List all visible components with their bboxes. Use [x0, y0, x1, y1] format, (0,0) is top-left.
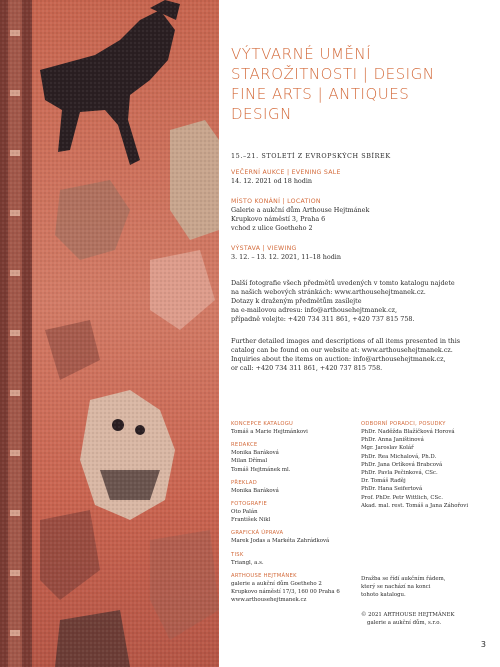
- advisor-line: Akad. mal. rest. Tomáš a Jana Záhořovi: [361, 502, 469, 509]
- credit-concept: [231, 420, 356, 436]
- info-line: Inquiries about the items on auction: info@arthousehejtmanek.cz,: [231, 355, 446, 363]
- auction-date: 14. 12. 2021 od 18 hodin: [231, 177, 313, 185]
- advisor-line: PhDr. Anna Janištinová: [361, 437, 424, 444]
- credits-right: [361, 420, 491, 510]
- credit-line: galerie a aukční dům Goetheho 2: [231, 580, 322, 587]
- credit-line: Monika Baráková: [231, 487, 279, 494]
- credit-label: REDAKCE: [231, 442, 258, 449]
- advisor-line: Dr. Tomáš Raděj: [361, 478, 406, 485]
- venue-label: MÍSTO KONÁNÍ | LOCATION: [231, 198, 321, 205]
- auction-rules-note: [361, 575, 491, 600]
- info-line: na našich webových stránkách: www.arthousehejtmanek.cz.: [231, 288, 426, 296]
- info-czech: [231, 279, 493, 324]
- viewing-block: [231, 244, 493, 262]
- venue-line: Galerie a aukční dům Arthouse Hejtmánek: [231, 206, 370, 214]
- venue-block: [231, 197, 493, 233]
- advisor-line: PhDr. Hana Seifertová: [361, 486, 423, 493]
- advisor-line: PhDr. Rea Michalová, Ph.D.: [361, 453, 437, 460]
- advisor-line: PhDr. Jana Orlíková Brabcová: [361, 461, 443, 468]
- info-line: catalog can be found on our website at: www.arthousehejtmanek.cz.: [231, 346, 453, 354]
- credit-publisher: [231, 572, 356, 605]
- advisor-line: PhDr. Pavla Pečinková, CSc.: [361, 470, 438, 477]
- info-english: [231, 337, 493, 373]
- credit-line: Tomáš Hejtmánek ml.: [231, 466, 291, 473]
- credit-line: Monika Baráková: [231, 450, 279, 457]
- title-line-1: VÝTVARNÉ UMĚNÍ: [231, 45, 372, 63]
- credit-label: ARTHOUSE HEJTMÁNEK: [231, 572, 297, 579]
- credit-label: GRAFICKÁ ÚPRAVA: [231, 530, 284, 537]
- credit-line: František Nikl: [231, 517, 271, 524]
- advisor-line: Prof. PhDr. Petr Wittlich, CSc.: [361, 494, 443, 501]
- credit-design: [231, 529, 356, 545]
- auction-block: [231, 168, 493, 186]
- credit-line: Krupkovo náměstí 17/3, 160 00 Praha 6: [231, 589, 340, 596]
- credit-editors: [231, 441, 356, 474]
- credit-line: Marek Jodas a Markéta Zahrádková: [231, 538, 330, 545]
- copyright-line: © 2021 ARTHOUSE HEJTMÁNEK: [361, 612, 455, 618]
- venue-line: vchod z ulice Goetheho 2: [231, 224, 313, 232]
- credit-photography: [231, 500, 356, 524]
- catalog-subtitle: 15.–21. STOLETÍ Z EVROPSKÝCH SBÍREK: [231, 152, 391, 160]
- credit-label: TISK: [231, 551, 244, 558]
- title-line-3: FINE ARTS | ANTIQUES: [231, 85, 410, 103]
- copyright-line: galerie a aukční dům, s.r.o.: [367, 620, 442, 627]
- credit-line: Tomáš a Marie Hejtmánkovi: [231, 429, 308, 435]
- credit-line: Triangl, a.s.: [231, 559, 264, 566]
- viewing-date: 3. 12. – 13. 12. 2021, 11–18 hodin: [231, 253, 341, 261]
- rules-line: tohoto katalogu.: [361, 592, 406, 599]
- info-line: na e-mailovou adresu: info@arthousehejtmanek.cz,: [231, 306, 398, 314]
- advisor-line: PhDr. Naděžda Blažíčková Horová: [361, 429, 455, 435]
- title-line-4: DESIGN: [231, 105, 292, 123]
- carpet-photo: [0, 0, 219, 667]
- rules-line: Dražba se řídí aukčním řádem,: [361, 576, 446, 582]
- credit-label: KONCEPCE KATALOGU: [231, 421, 294, 427]
- info-line: Further detailed images and descriptions of all items presented in this: [231, 337, 461, 345]
- credit-line: www.arthousehejtmanek.cz: [231, 597, 307, 604]
- page-number: 3: [480, 640, 486, 649]
- advisors-label: ODBORNÍ PORADCI, POSUDKY: [361, 421, 446, 427]
- info-line: Dotazy k draženým předmětům zasílejte: [231, 297, 362, 305]
- info-line: Další fotografie všech předmětů uvedených v tomto katalogu najdete: [231, 279, 455, 287]
- credit-print: [231, 551, 356, 567]
- credit-label: PŘEKLAD: [231, 479, 258, 486]
- catalog-title: [231, 44, 491, 124]
- info-line: případně volejte: +420 734 311 861, +420 737 815 758.: [231, 315, 415, 323]
- venue-line: Krupkovo náměstí 3, Praha 6: [231, 215, 326, 223]
- auction-label: VEČERNÍ AUKCE | EVENING SALE: [231, 169, 341, 176]
- copyright: [361, 611, 491, 627]
- advisor-line: Mgr. Jaroslav Kolář: [361, 445, 414, 452]
- info-line: or call: +420 734 311 861, +420 737 815 758.: [231, 364, 383, 372]
- rules-line: který se nachází na konci: [361, 584, 431, 591]
- credits-left: [231, 420, 356, 604]
- credit-line: Oto Palán: [231, 509, 258, 516]
- title-line-2: STAROŽITNOSTI | DESIGN: [231, 65, 435, 83]
- credit-line: Milan Dřímal: [231, 458, 268, 465]
- credit-label: FOTOGRAFIE: [231, 501, 268, 508]
- viewing-label: VÝSTAVA | VIEWING: [231, 245, 297, 252]
- credit-translation: [231, 479, 356, 495]
